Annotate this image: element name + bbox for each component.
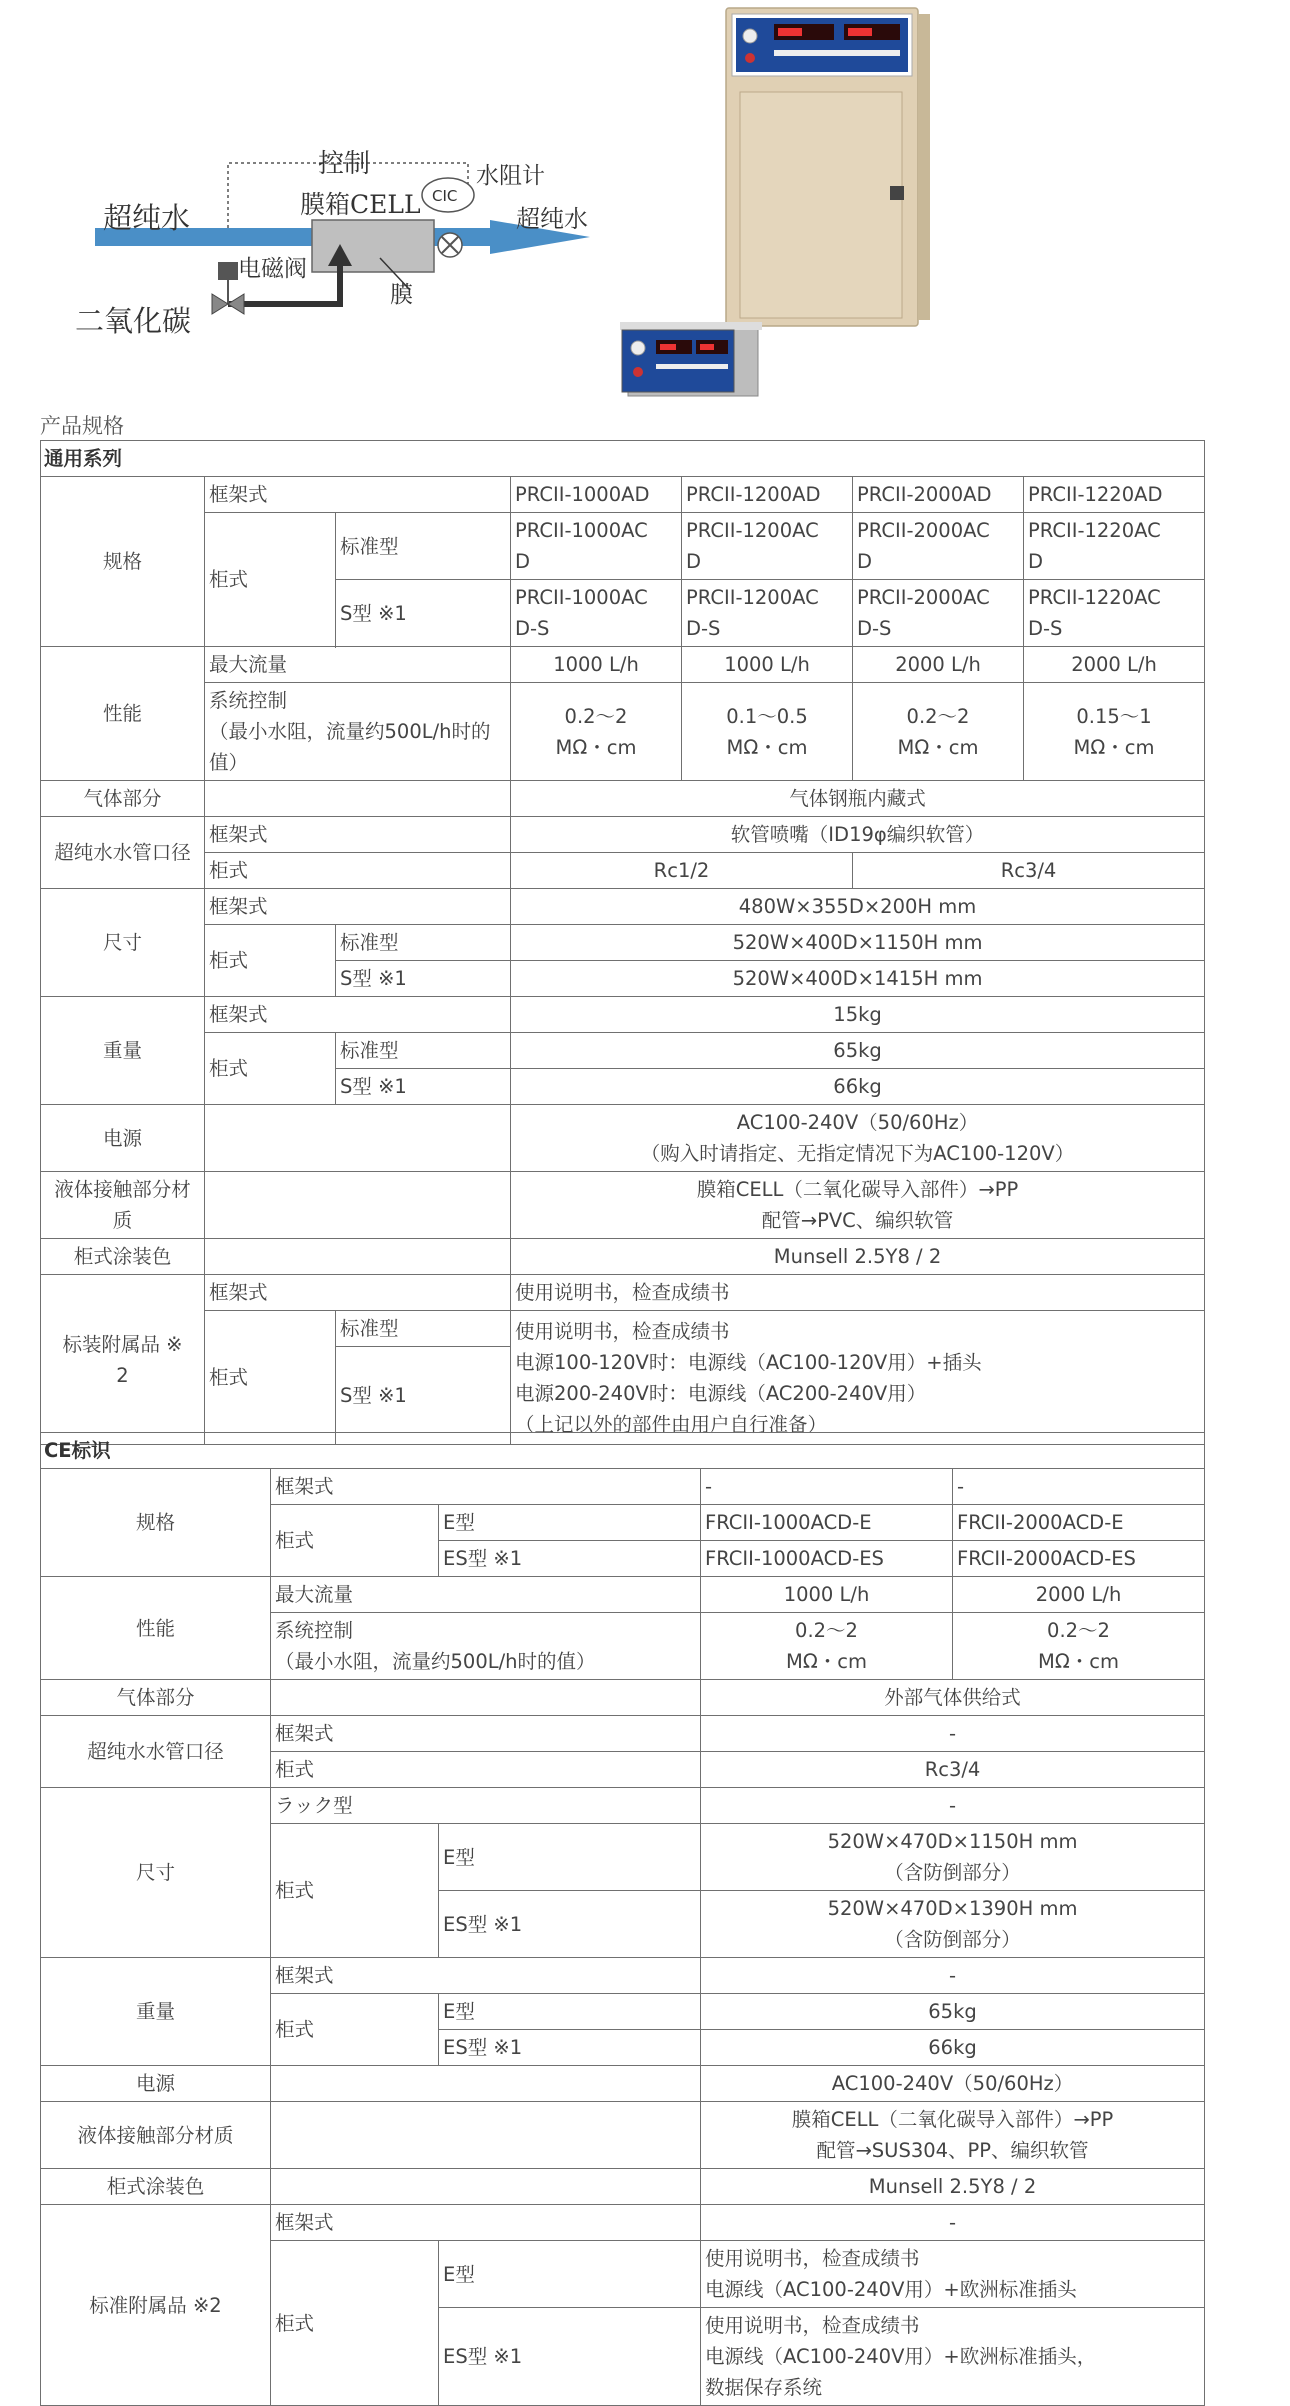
weight-standard-value: 65kg bbox=[511, 1033, 1205, 1069]
sub-label-frame: 框架式 bbox=[271, 2205, 701, 2241]
model-cell: PRCII-2000AC D bbox=[853, 513, 1024, 580]
sub-label-e: E型 bbox=[439, 1505, 701, 1541]
label-membrane: 膜 bbox=[390, 282, 413, 308]
flow-cell: 2000 L/h bbox=[1024, 647, 1205, 683]
flow-cell: 1000 L/h bbox=[511, 647, 682, 683]
row-label-weight: 重量 bbox=[41, 997, 205, 1105]
acc-cabinet-value: 使用说明书，检查成绩书 电源100-120V时：电源线（AC100-120V用）+插头 电源200-240V时：电源线（AC200-240V用） （上记以外的部件由用户自行准备） bbox=[511, 1311, 1205, 1445]
model-cell: FRCII-1000ACD-E bbox=[701, 1505, 953, 1541]
label-cell: 膜箱CELL bbox=[300, 190, 421, 219]
cabinet-unit-image bbox=[726, 8, 930, 326]
pipe-cabinet-value: Rc3/4 bbox=[701, 1752, 1205, 1788]
flow-cell: 2000 L/h bbox=[853, 647, 1024, 683]
paint-value: Munsell 2.5Y8 / 2 bbox=[701, 2169, 1205, 2205]
row-label-size: 尺寸 bbox=[41, 1788, 271, 1958]
weight-e-value: 65kg bbox=[701, 1994, 1205, 2030]
acc-frame-value: 使用说明书，检查成绩书 bbox=[511, 1275, 1205, 1311]
ctrl-cell: 0.1～0.5 MΩ・cm bbox=[682, 683, 853, 781]
sub-label-es: ES型 ※1 bbox=[439, 2308, 701, 2406]
model-cell: - bbox=[701, 1469, 953, 1505]
size-standard-value: 520W×400D×1150H mm bbox=[511, 925, 1205, 961]
sub-label-s-type: S型 ※1 bbox=[336, 580, 511, 647]
sub-label-cabinet: 柜式 bbox=[205, 853, 511, 889]
gas-value: 气体钢瓶内藏式 bbox=[511, 781, 1205, 817]
sub-label-cabinet: 柜式 bbox=[205, 1311, 336, 1445]
sub-label-cabinet: 柜式 bbox=[271, 2241, 439, 2406]
ctrl-cell: 0.2～2 MΩ・cm bbox=[853, 683, 1024, 781]
label-co2: 二氧化碳 bbox=[75, 304, 192, 338]
row-label-size: 尺寸 bbox=[41, 889, 205, 997]
flow-diagram bbox=[75, 149, 590, 338]
sub-label-standard: 标准型 bbox=[336, 1033, 511, 1069]
paint-value: Munsell 2.5Y8 / 2 bbox=[511, 1239, 1205, 1275]
section-title: 通用系列 bbox=[41, 441, 1205, 477]
model-cell: PRCII-1000AC D-S bbox=[511, 580, 682, 647]
sub-label-s-type: S型 ※1 bbox=[336, 1069, 511, 1105]
row-label-paint: 柜式涂装色 bbox=[41, 2169, 271, 2205]
sub-label-frame: 框架式 bbox=[205, 997, 511, 1033]
model-cell: PRCII-1220AD bbox=[1024, 477, 1205, 513]
sub-label-standard: 标准型 bbox=[336, 513, 511, 580]
sub-label-sys-ctrl: 系统控制 （最小水阻，流量约500L/h时的值） bbox=[205, 683, 511, 781]
acc-es-value: 使用说明书，检查成绩书 电源线（AC100-240V用）+欧洲标准插头， 数据保存系统 bbox=[701, 2308, 1205, 2406]
sub-label-frame: 框架式 bbox=[271, 1469, 701, 1505]
model-cell: PRCII-1200AC D-S bbox=[682, 580, 853, 647]
model-cell: PRCII-1200AD bbox=[682, 477, 853, 513]
label-valve: 电磁阀 bbox=[238, 256, 307, 282]
row-label-paint: 柜式涂装色 bbox=[41, 1239, 205, 1275]
pipe-cabinet-value: Rc1/2 bbox=[511, 853, 853, 889]
row-label-liquid: 液体接触部分材质 bbox=[41, 2102, 271, 2169]
sub-label-e: E型 bbox=[439, 2241, 701, 2308]
weight-frame-value: - bbox=[701, 1958, 1205, 1994]
model-cell: PRCII-1200AC D bbox=[682, 513, 853, 580]
ctrl-cell: 0.15～1 MΩ・cm bbox=[1024, 683, 1205, 781]
row-label-accessories: 标装附属品 ※ 2 bbox=[41, 1275, 205, 1445]
size-frame-value: 480W×355D×200H mm bbox=[511, 889, 1205, 925]
sub-label-frame: 框架式 bbox=[271, 1958, 701, 1994]
pipe-frame-value: 软管喷嘴（ID19φ编织软管） bbox=[511, 817, 1205, 853]
ctrl-cell: 0.2～2 MΩ・cm bbox=[953, 1613, 1205, 1680]
size-e-value: 520W×470D×1150H mm （含防倒部分） bbox=[701, 1824, 1205, 1891]
row-label-spec: 规格 bbox=[41, 477, 205, 647]
sub-label-es: ES型 ※1 bbox=[439, 2030, 701, 2066]
pipe-frame-value: - bbox=[701, 1716, 1205, 1752]
spec-table-ce bbox=[40, 1432, 1205, 2406]
sub-label-frame: 框架式 bbox=[205, 817, 511, 853]
sub-label-s-type: S型 ※1 bbox=[336, 961, 511, 997]
sub-label-frame: 框架式 bbox=[271, 1716, 701, 1752]
sub-label-e: E型 bbox=[439, 1994, 701, 2030]
size-rack-value: - bbox=[701, 1788, 1205, 1824]
row-label-gas: 气体部分 bbox=[41, 781, 205, 817]
sub-label-es: ES型 ※1 bbox=[439, 1891, 701, 1958]
spec-caption: 产品规格 bbox=[40, 414, 124, 438]
model-cell: FRCII-2000ACD-ES bbox=[953, 1541, 1205, 1577]
weight-s-value: 66kg bbox=[511, 1069, 1205, 1105]
model-cell: FRCII-1000ACD-ES bbox=[701, 1541, 953, 1577]
row-label-perf: 性能 bbox=[41, 1577, 271, 1680]
row-label-pipe: 超纯水水管口径 bbox=[41, 1716, 271, 1788]
row-label-power: 电源 bbox=[41, 2066, 271, 2102]
weight-frame-value: 15kg bbox=[511, 997, 1205, 1033]
model-cell: PRCII-1000AC D bbox=[511, 513, 682, 580]
sub-label-rack: ラック型 bbox=[271, 1788, 701, 1824]
model-cell: PRCII-1000AD bbox=[511, 477, 682, 513]
sub-label-frame: 框架式 bbox=[205, 889, 511, 925]
spec-table-general bbox=[40, 440, 1205, 1445]
sub-label-cabinet: 柜式 bbox=[271, 1824, 439, 1958]
size-es-value: 520W×470D×1390H mm （含防倒部分） bbox=[701, 1891, 1205, 1958]
row-label-pipe: 超纯水水管口径 bbox=[41, 817, 205, 889]
model-cell: PRCII-1220AC D-S bbox=[1024, 580, 1205, 647]
row-label-power: 电源 bbox=[41, 1105, 205, 1172]
label-cic: CIC bbox=[432, 187, 458, 205]
sub-label-cabinet: 柜式 bbox=[205, 1033, 336, 1105]
label-water-out: 超纯水 bbox=[516, 205, 588, 233]
model-cell: - bbox=[953, 1469, 1205, 1505]
acc-e-value: 使用说明书，检查成绩书 电源线（AC100-240V用）+欧洲标准插头 bbox=[701, 2241, 1205, 2308]
sub-label-cabinet: 柜式 bbox=[205, 925, 336, 997]
power-value: AC100-240V（50/60Hz） bbox=[701, 2066, 1205, 2102]
ctrl-cell: 0.2～2 MΩ・cm bbox=[511, 683, 682, 781]
sub-label-e: E型 bbox=[439, 1824, 701, 1891]
model-cell: PRCII-2000AD bbox=[853, 477, 1024, 513]
sub-label-frame: 框架式 bbox=[205, 477, 511, 513]
sub-label-frame: 框架式 bbox=[205, 1275, 511, 1311]
acc-frame-value: - bbox=[701, 2205, 1205, 2241]
row-label-perf: 性能 bbox=[41, 647, 205, 781]
row-label-spec: 规格 bbox=[41, 1469, 271, 1577]
row-label-gas: 气体部分 bbox=[41, 1680, 271, 1716]
sub-label-sys-ctrl: 系统控制 （最小水阻，流量约500L/h时的值） bbox=[271, 1613, 701, 1680]
row-label-weight: 重量 bbox=[41, 1958, 271, 2066]
sub-label-es: ES型 ※1 bbox=[439, 1541, 701, 1577]
sub-label-max-flow: 最大流量 bbox=[271, 1577, 701, 1613]
gas-value: 外部气体供给式 bbox=[701, 1680, 1205, 1716]
liquid-value: 膜箱CELL（二氧化碳导入部件）→PP 配管→SUS304、PP、编织软管 bbox=[701, 2102, 1205, 2169]
sub-label-cabinet: 柜式 bbox=[205, 513, 336, 647]
frame-unit-image bbox=[620, 322, 762, 396]
sub-label-max-flow: 最大流量 bbox=[205, 647, 511, 683]
label-control: 控制 bbox=[318, 149, 371, 179]
pipe-cabinet-value: Rc3/4 bbox=[853, 853, 1205, 889]
power-value: AC100-240V（50/60Hz） （购入时请指定、无指定情况下为AC100-120V） bbox=[511, 1105, 1205, 1172]
ctrl-cell: 0.2～2 MΩ・cm bbox=[701, 1613, 953, 1680]
model-cell: FRCII-2000ACD-E bbox=[953, 1505, 1205, 1541]
sub-label-cabinet: 柜式 bbox=[271, 1505, 439, 1577]
sub-label-cabinet: 柜式 bbox=[271, 1994, 439, 2066]
flow-cell: 1000 L/h bbox=[682, 647, 853, 683]
model-cell: PRCII-1220AC D bbox=[1024, 513, 1205, 580]
sub-label-standard: 标准型 bbox=[336, 1311, 511, 1347]
label-meter: 水阻计 bbox=[476, 163, 545, 189]
model-cell: PRCII-2000AC D-S bbox=[853, 580, 1024, 647]
row-label-liquid: 液体接触部分材质 bbox=[41, 1172, 205, 1239]
sub-label-standard: 标准型 bbox=[336, 925, 511, 961]
sub-label-s-type: S型 ※1 bbox=[336, 1347, 511, 1445]
label-water-in: 超纯水 bbox=[103, 201, 191, 235]
sub-label-cabinet: 柜式 bbox=[271, 1752, 701, 1788]
size-s-value: 520W×400D×1415H mm bbox=[511, 961, 1205, 997]
flow-cell: 2000 L/h bbox=[953, 1577, 1205, 1613]
weight-es-value: 66kg bbox=[701, 2030, 1205, 2066]
flow-cell: 1000 L/h bbox=[701, 1577, 953, 1613]
section-title: CE标识 bbox=[41, 1433, 1205, 1469]
liquid-value: 膜箱CELL（二氧化碳导入部件）→PP 配管→PVC、编织软管 bbox=[511, 1172, 1205, 1239]
row-label-accessories: 标准附属品 ※2 bbox=[41, 2205, 271, 2406]
top-illustration bbox=[0, 0, 1290, 405]
